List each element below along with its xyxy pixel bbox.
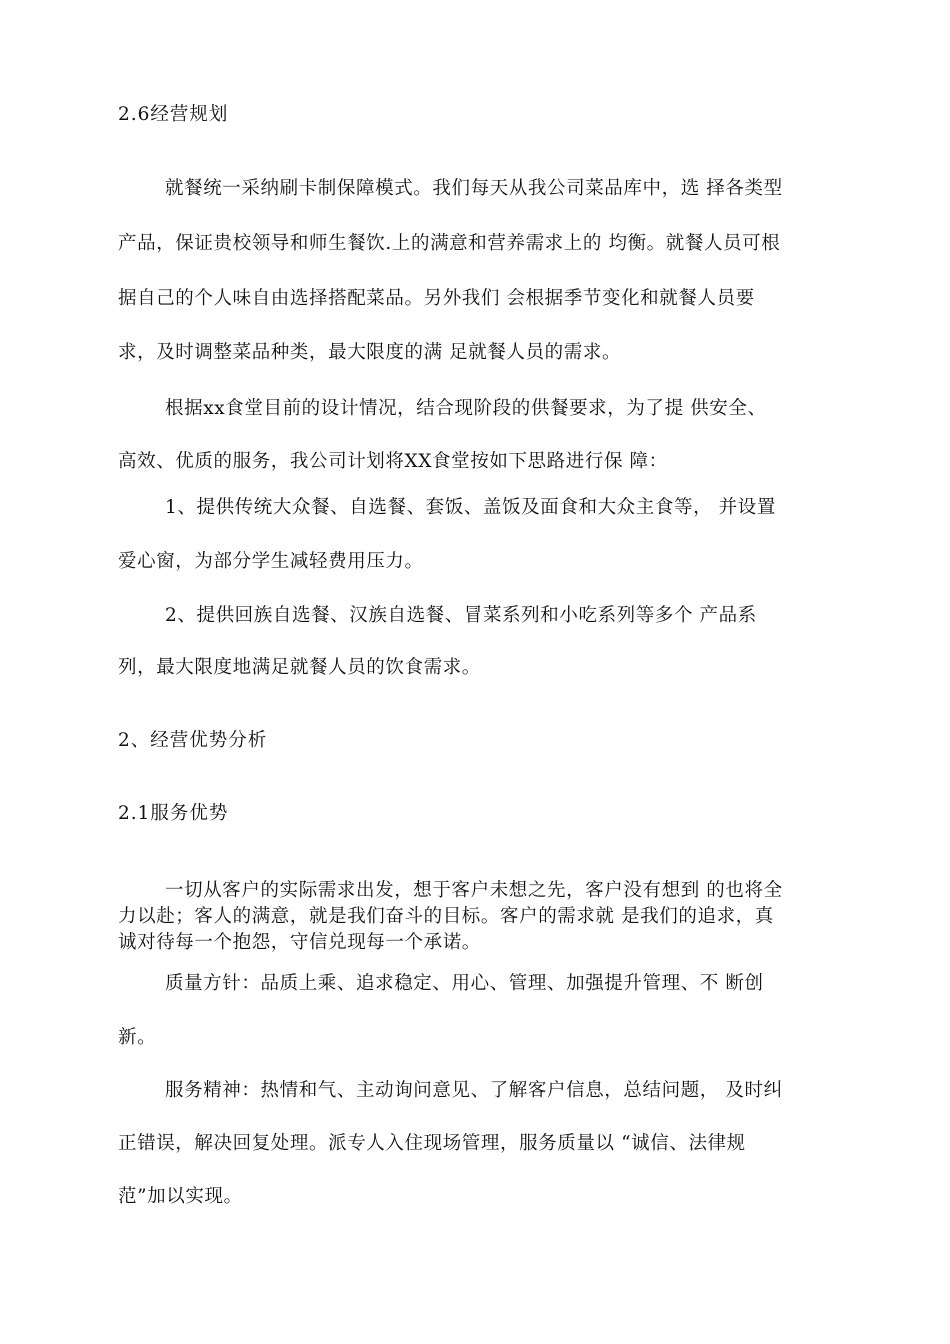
paragraph-line: 范”加以实现。	[118, 1186, 243, 1207]
paragraph-line: 新。	[118, 1027, 157, 1048]
section-heading-2-6: 2.6经营规划	[118, 104, 229, 125]
list-item-line: 2、提供回族自选餐、汉族自选餐、冒菜系列和小吃系列等多个 产品系	[165, 605, 757, 626]
list-item-line: 列，最大限度地满足就餐人员的饮食需求。	[118, 657, 481, 678]
paragraph-line: 正错误，解决回复处理。派专人入住现场管理，服务质量以 “诚信、法律规	[118, 1133, 746, 1154]
paragraph-line: 产品，保证贵校领导和师生餐饮.上的满意和营养需求上的 均衡。就餐人员可根	[118, 233, 781, 254]
paragraph-line: 高效、优质的服务，我公司计划将XX食堂按如下思路进行保 障：	[118, 451, 668, 472]
paragraph-line: 服务精神：热情和气、主动询问意见、了解客户信息，总结问题， 及时纠	[165, 1080, 783, 1101]
section-heading-2-1: 2.1服务优势	[118, 803, 229, 824]
paragraph-line: 质量方针：品质上乘、追求稳定、用心、管理、加强提升管理、不 断创	[165, 973, 764, 994]
paragraph-line: 根据xx食堂目前的设计情况，结合现阶段的供餐要求，为了提 供安全、	[165, 398, 767, 419]
section-heading-2: 2、经营优势分析	[118, 730, 268, 751]
paragraph-line: 据自己的个人味自由选择搭配菜品。另外我们 会根据季节变化和就餐人员要	[118, 288, 755, 309]
paragraph-line: 一切从客户的实际需求出发，想于客户未想之先，客户没有想到 的也将全	[165, 880, 783, 901]
paragraph-line: 求，及时调整菜品种类，最大限度的满 足就餐人员的需求。	[118, 342, 622, 363]
paragraph-line: 力以赴；客人的满意，就是我们奋斗的目标。客户的需求就 是我们的追求，真	[118, 906, 774, 927]
paragraph-line: 就餐统一采纳刷卡制保障模式。我们每天从我公司菜品库中，选 择各类型	[165, 178, 783, 199]
paragraph-line: 诚对待每一个抱怨，守信兑现每一个承诺。	[118, 932, 481, 953]
list-item-line: 爱心窗，为部分学生减轻费用压力。	[118, 551, 424, 572]
list-item-line: 1、提供传统大众餐、自选餐、套饭、盖饭及面食和大众主食等， 并设置	[165, 497, 776, 518]
